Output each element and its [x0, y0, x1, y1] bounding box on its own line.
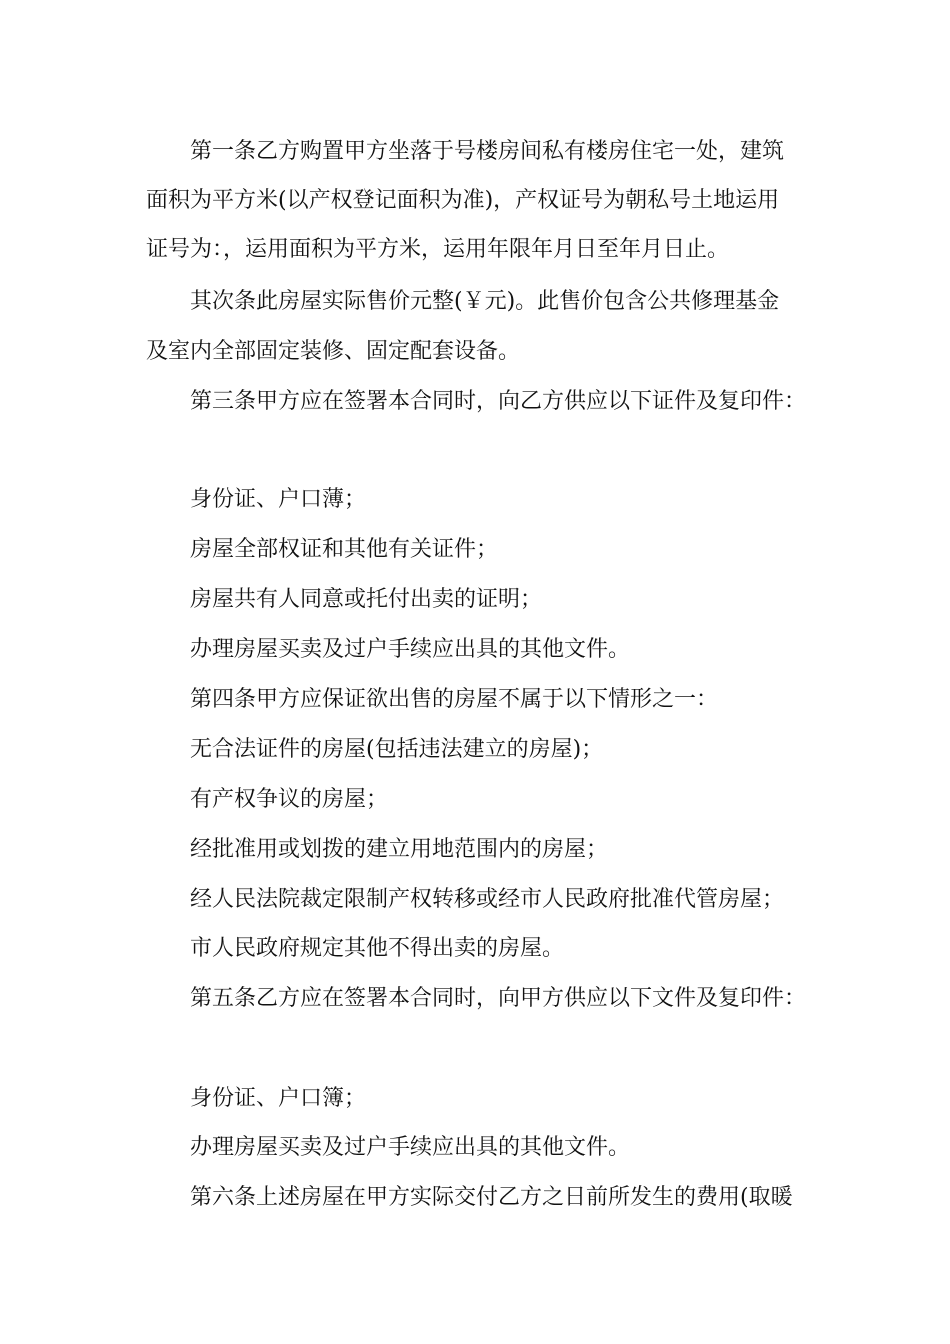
- article-4-item: 无合法证件的房屋(包括违法建立的房屋)；: [190, 737, 604, 762]
- article-3-heading: 第三条甲方应在签署本合同时，向乙方供应以下证件及复印件：: [190, 389, 807, 414]
- article-1-line-3: 证号为：，运用面积为平方米，运用年限年月日至年月日止。: [146, 237, 730, 262]
- article-3-item: 房屋全部权证和其他有关证件；: [190, 537, 499, 562]
- article-1-line-1: 第一条乙方购置甲方坐落于号楼房间私有楼房住宅一处，建筑: [190, 139, 785, 164]
- article-4-item: 市人民政府规定其他不得出卖的房屋。: [190, 936, 565, 961]
- article-5-item: 身份证、户口簿；: [190, 1086, 367, 1111]
- article-4-item: 经人民法院裁定限制产权转移或经市人民政府批准代管房屋；: [190, 887, 785, 912]
- article-1-line-2: 面积为平方米(以产权登记面积为准)，产权证号为朝私号土地运用: [146, 188, 780, 213]
- article-4-item: 经批准用或划拨的建立用地范围内的房屋；: [190, 837, 609, 862]
- article-3-item: 办理房屋买卖及过户手续应出具的其他文件。: [190, 637, 631, 662]
- article-3-item: 身份证、户口薄；: [190, 487, 367, 512]
- article-5-heading: 第五条乙方应在签署本合同时，向甲方供应以下文件及复印件：: [190, 986, 807, 1011]
- article-4-item: 有产权争议的房屋；: [190, 787, 389, 812]
- article-6-line-1: 第六条上述房屋在甲方实际交付乙方之日前所发生的费用(取暖: [190, 1185, 793, 1210]
- article-2-line-1: 其次条此房屋实际售价元整(￥元)。此售价包含公共修理基金: [190, 289, 780, 314]
- article-2-line-2: 及室内全部固定装修、固定配套设备。: [146, 339, 521, 364]
- article-4-heading: 第四条甲方应保证欲出售的房屋不属于以下情形之一：: [190, 687, 719, 712]
- article-3-item: 房屋共有人同意或托付出卖的证明；: [190, 587, 543, 612]
- article-5-item: 办理房屋买卖及过户手续应出具的其他文件。: [190, 1135, 631, 1160]
